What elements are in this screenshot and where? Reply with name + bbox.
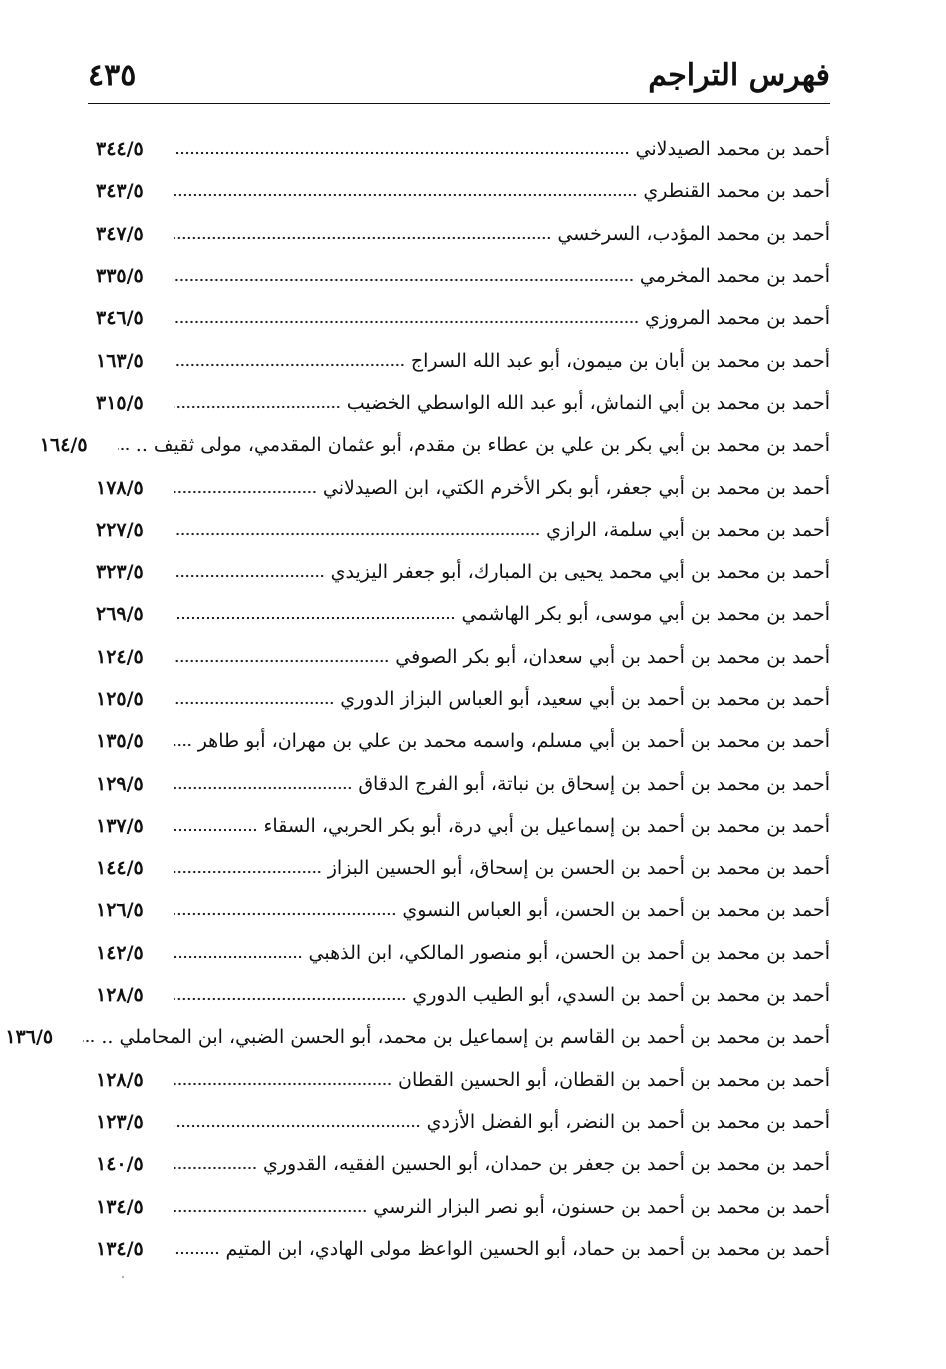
entry-volume-page: ١٤٠/٥	[96, 1153, 144, 1176]
entry-volume-page: ١٤٢/٥	[96, 941, 144, 964]
entry-name: أحمد بن محمد بن أحمد بن جعفر بن حمدان، أبو الحسين الفقيه، القدوري	[263, 1153, 830, 1176]
index-entry	[5, 1016, 830, 1058]
index-entry	[96, 889, 830, 931]
dot-leader	[83, 1039, 95, 1043]
index-entry	[96, 382, 830, 424]
dot-leader	[174, 1209, 367, 1213]
dot-leader	[174, 405, 341, 409]
entry-name: أحمد بن محمد بن أحمد بن أبي مسلم، واسمه محمد بن علي بن مهران، أبو طاهر	[197, 730, 830, 753]
entry-name: أحمد بن محمد الصيدلاني	[635, 138, 830, 161]
entry-volume-page: ١٢٥/٥	[96, 688, 144, 710]
entry-name: أحمد بن محمد بن أحمد بن السدي، أبو الطيب الدوري	[412, 984, 830, 1007]
dot-leader	[174, 1082, 392, 1086]
index-entry	[96, 1185, 830, 1227]
scan-speck	[122, 1276, 124, 1278]
dot-leader	[174, 870, 322, 874]
dot-leader	[174, 912, 396, 916]
entry-volume-page: ١٦٤/٥	[39, 434, 88, 457]
entry-name: أحمد بن محمد المؤدب، السرخسي	[557, 222, 830, 245]
entry-name: أحمد بن محمد بن أحمد بن الحسن، أبو منصور المالكي، ابن الذهبي	[308, 941, 830, 964]
biography-index-list	[5, 128, 830, 1270]
entry-name: أحمد بن محمد بن أحمد بن إسماعيل بن أبي درة، أبو بكر الحربي، السقاء	[263, 814, 830, 837]
index-entry	[96, 255, 830, 297]
index-entry	[96, 466, 830, 508]
index-entry	[96, 1059, 830, 1101]
dot-leader	[174, 659, 389, 663]
entry-volume-page: ٣٤٦/٥	[96, 307, 144, 330]
entry-volume-page: ٣١٥/٥	[96, 391, 144, 414]
entry-name: أحمد بن محمد بن أبي النماش، أبو عبد الله الواسطي الخضيب	[346, 391, 830, 414]
entry-name: أحمد بن محمد بن أبي محمد يحيى بن المبارك، أبو جعفر اليزيدي	[330, 561, 830, 584]
index-entry	[39, 424, 830, 466]
dot-leader	[174, 151, 630, 155]
entry-name: أحمد بن محمد بن أبي جعفر، أبو بكر الأخرم الكتي، ابن الصيدلاني	[322, 476, 830, 499]
dot-leader	[174, 532, 540, 536]
index-entry	[96, 213, 830, 255]
dot-leader	[174, 490, 317, 494]
page-number: ٤٣٥	[88, 58, 137, 93]
dot-leader	[174, 828, 257, 832]
index-entry	[96, 762, 830, 804]
entry-volume-page: ١٢٨/٥	[96, 984, 144, 1007]
entry-name: أحمد بن محمد بن أحمد بن حسنون، أبو نصر البزار النرسي	[373, 1195, 830, 1218]
entry-volume-page: ١٣٤/٥	[96, 1237, 144, 1260]
entry-volume-page: ١٢٦/٥	[96, 899, 144, 922]
entry-name: أحمد بن محمد بن أحمد بن حماد، أبو الحسين الواعظ مولى الهادي، ابن المتيم	[225, 1237, 830, 1260]
entry-name: أحمد بن محمد المخرمي	[639, 265, 830, 288]
index-entry	[96, 974, 830, 1016]
dot-leader	[174, 320, 639, 324]
entry-name: أحمد بن محمد القنطري	[643, 180, 830, 203]
entry-name: أحمد بن محمد بن أحمد بن إسحاق بن نباتة، أبو الفرج الدقاق	[358, 772, 830, 795]
page-header	[88, 52, 830, 100]
entry-volume-page: ١٢٤/٥	[96, 645, 144, 668]
entry-name: أحمد بن محمد بن أبي سلمة، الرازي	[546, 518, 830, 541]
entry-volume-page: ١٣٥/٥	[96, 730, 144, 753]
dot-leader	[174, 997, 406, 1001]
index-entry	[96, 1143, 830, 1185]
entry-volume-page: ٣٢٣/٥	[96, 561, 144, 584]
entry-volume-page: ١٣٧/٥	[96, 814, 144, 837]
dot-leader	[174, 1124, 421, 1128]
dot-leader	[174, 1166, 257, 1170]
entry-name: أحمد بن محمد بن أحمد بن القطان، أبو الحسين القطان	[398, 1068, 830, 1091]
entry-volume-page: ١٣٦/٥	[5, 1026, 54, 1049]
entry-volume-page: ٣٣٥/٥	[96, 265, 144, 288]
entry-volume-page: ١٤٤/٥	[96, 857, 144, 880]
dot-leader	[174, 786, 352, 790]
index-entry	[96, 805, 830, 847]
dot-leader	[174, 616, 456, 620]
dot-leader	[174, 363, 405, 367]
entry-volume-page: ٣٤٤/٥	[96, 138, 144, 161]
entry-name: أحمد بن محمد بن أحمد بن القاسم بن إسماعيل بن محمد، أبو الحسن الضبي، ابن المحاملي ..	[101, 1026, 830, 1049]
page-title: فهرس التراجم	[648, 58, 830, 93]
index-entry	[96, 509, 830, 551]
entry-name: أحمد بن محمد بن أحمد بن النضر، أبو الفضل الأزدي	[426, 1110, 830, 1133]
header-divider	[88, 103, 830, 104]
dot-leader	[174, 278, 634, 282]
entry-volume-page: ١٧٨/٥	[96, 476, 144, 499]
index-entry	[96, 720, 830, 762]
entry-name: أحمد بن محمد بن أحمد بن الحسن بن إسحاق، أبو الحسين البزاز	[327, 857, 830, 880]
entry-volume-page: ١٦٣/٥	[96, 349, 144, 372]
entry-name: أحمد بن محمد بن أبي بكر بن علي بن عطاء بن مقدم، أبو عثمان المقدمي، مولى ثقيف ..	[135, 434, 830, 457]
index-entry	[96, 339, 830, 381]
index-entry	[96, 170, 830, 212]
index-entry	[96, 128, 830, 170]
entry-name: أحمد بن محمد بن أحمد بن أبي سعيد، أبو العباس البزاز الدوري	[340, 688, 830, 710]
dot-leader	[174, 574, 325, 578]
dot-leader	[174, 701, 334, 705]
dot-leader	[174, 955, 303, 959]
entry-volume-page: ١٣٤/٥	[96, 1195, 144, 1218]
entry-volume-page: ٢٢٧/٥	[96, 518, 144, 541]
entry-volume-page: ١٢٩/٥	[96, 772, 144, 795]
entry-volume-page: ١٢٣/٥	[96, 1110, 144, 1133]
index-entry	[96, 1101, 830, 1143]
dot-leader	[118, 447, 130, 451]
entry-volume-page: ٣٤٣/٥	[96, 180, 144, 203]
entry-volume-page: ٣٤٧/٥	[96, 222, 144, 245]
entry-name: أحمد بن محمد المروزي	[644, 307, 830, 330]
dot-leader	[174, 1251, 219, 1255]
index-entry	[96, 593, 830, 635]
entry-name: أحمد بن محمد بن أحمد بن أبي سعدان، أبو بكر الصوفي	[395, 645, 830, 668]
dot-leader	[174, 236, 551, 240]
index-entry	[96, 678, 830, 720]
index-entry	[96, 551, 830, 593]
index-entry	[96, 1228, 830, 1270]
entry-name: أحمد بن محمد بن أبي موسى، أبو بكر الهاشمي	[461, 603, 830, 626]
dot-leader	[174, 193, 637, 197]
entry-volume-page: ٢٦٩/٥	[96, 603, 144, 626]
entry-name: أحمد بن محمد بن أبان بن ميمون، أبو عبد الله السراج	[410, 349, 830, 372]
entry-volume-page: ١٢٨/٥	[96, 1068, 144, 1091]
index-entry	[96, 847, 830, 889]
index-entry	[96, 297, 830, 339]
entry-name: أحمد بن محمد بن أحمد بن الحسن، أبو العباس النسوي	[402, 899, 830, 922]
index-entry	[96, 932, 830, 974]
dot-leader	[174, 743, 192, 747]
index-entry	[96, 636, 830, 678]
